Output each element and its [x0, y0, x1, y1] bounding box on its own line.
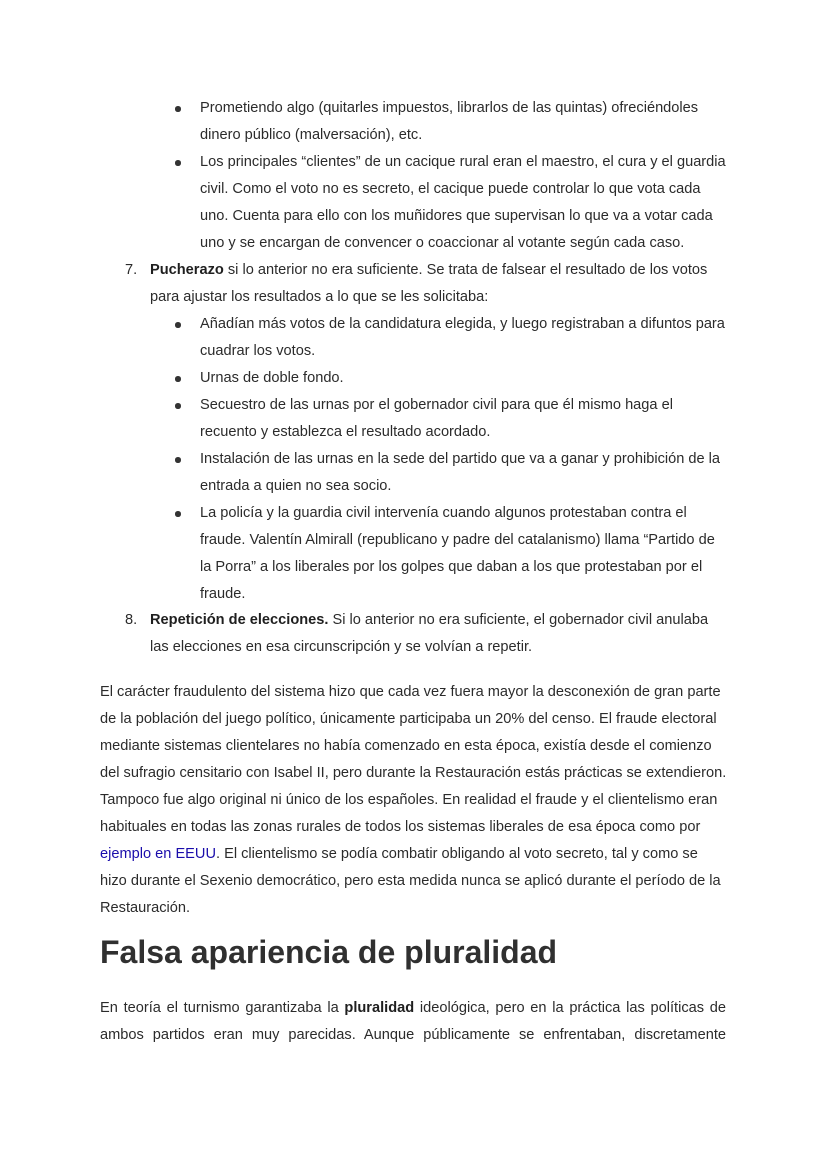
paragraph-line: ambos partidos eran muy parecidas. Aunque públicamente se enfrentaban, discretamente	[100, 1027, 726, 1043]
list-item-line: recuento y establezca el resultado acordado.	[200, 424, 491, 440]
paragraph-text: . El clientelismo se podía combatir obligando al voto secreto, tal y como se	[216, 846, 698, 862]
list-item-line: La policía y la guardia civil intervenía cuando algunos protestaban contra el	[200, 505, 687, 521]
list-item-7-text: si lo anterior no era suficiente. Se trata de falsear el resultado de los votos	[223, 262, 708, 278]
list-number: 7.	[125, 262, 138, 278]
eeuu-example-link[interactable]: ejemplo en EEUU	[100, 846, 216, 862]
list-item-line: entrada a quien no sea socio.	[200, 478, 392, 494]
bullet-dot	[175, 511, 181, 517]
bullet-dot	[175, 160, 181, 166]
list-item-line: Los principales “clientes” de un cacique rural eran el maestro, el cura y el guardia	[200, 154, 726, 170]
list-item-line: Prometiendo algo (quitarles impuestos, librarlos de las quintas) ofreciéndoles	[200, 100, 699, 116]
bullet-dot	[175, 106, 181, 112]
paragraph-line: de la población del juego político, únicamente participaba un 20% del censo. El fraude electoral	[100, 711, 717, 727]
list-item-line: Añadían más votos de la candidatura elegida, y luego registraban a difuntos para	[200, 316, 725, 332]
list-item-line: uno. Cuenta para ello con los muñidores que supervisan lo que va a votar cada	[200, 208, 713, 224]
bold-term: pluralidad	[344, 1000, 415, 1016]
list-item-line: Secuestro de las urnas por el gobernador civil para que él mismo haga el	[200, 397, 673, 413]
list-number: 8.	[125, 612, 138, 628]
list-item-line: la Porra” a los liberales por los golpes que daban a los que protestaban por el	[200, 559, 703, 575]
list-item-7-term: Pucherazo	[150, 262, 224, 278]
paragraph-line: hizo durante el Sexenio democrático, pero esta medida nunca se aplicó durante el período de la	[100, 873, 721, 889]
paragraph-line: Tampoco fue algo original ni único de los españoles. En realidad el fraude y el clientelismo eran	[100, 792, 718, 808]
paragraph-line	[100, 841, 698, 868]
list-item-line: cuadrar los votos.	[200, 343, 316, 359]
paragraph-text: En teoría el turnismo garantizaba la	[100, 1000, 345, 1016]
paragraph-line: mediante sistemas clientelares no había comenzado en esta época, existía desde el comienzo	[100, 738, 712, 754]
list-item-8-term: Repetición de elecciones.	[150, 612, 329, 628]
bullet-dot	[175, 322, 181, 328]
list-item-line: civil. Como el voto no es secreto, el cacique puede controlar lo que vota cada	[200, 181, 701, 197]
paragraph-text: ideológica, pero en la práctica las políticas de	[414, 1000, 726, 1016]
list-item-line: fraude. Valentín Almirall (republicano y padre del catalanismo) llama “Partido de	[200, 532, 715, 548]
list-item-line: fraude.	[200, 586, 246, 602]
paragraph-line: del sufragio censitario con Isabel II, pero durante la Restauración estás prácticas se extendieron.	[100, 765, 727, 781]
paragraph-line	[100, 995, 726, 1022]
section-heading: Falsa apariencia de pluralidad	[100, 934, 558, 970]
list-item-line: Urnas de doble fondo.	[200, 370, 344, 386]
list-item-line: dinero público (malversación), etc.	[200, 127, 423, 143]
list-item-8-line: las elecciones en esa circunscripción y se volvían a repetir.	[150, 639, 533, 655]
bullet-dot	[175, 403, 181, 409]
paragraph-line: Restauración.	[100, 900, 191, 916]
bullet-dot	[175, 457, 181, 463]
list-item-8-line	[150, 607, 708, 634]
list-item-8-text: Si lo anterior no era suficiente, el gobernador civil anulaba	[328, 612, 709, 628]
bullet-dot	[175, 376, 181, 382]
list-item-line: uno y se encargan de convencer o coaccionar al votante según cada caso.	[200, 235, 685, 251]
list-item-line: Instalación de las urnas en la sede del partido que va a ganar y prohibición de la	[200, 451, 721, 467]
list-item-7-line	[150, 257, 707, 284]
list-item-7-line: para ajustar los resultados a lo que se les solicitaba:	[150, 289, 489, 305]
paragraph-line: El carácter fraudulento del sistema hizo que cada vez fuera mayor la desconexión de gran parte	[100, 684, 721, 700]
paragraph-line: habituales en todas las zonas rurales de todos los sistemas liberales de esa época como por	[100, 819, 701, 835]
